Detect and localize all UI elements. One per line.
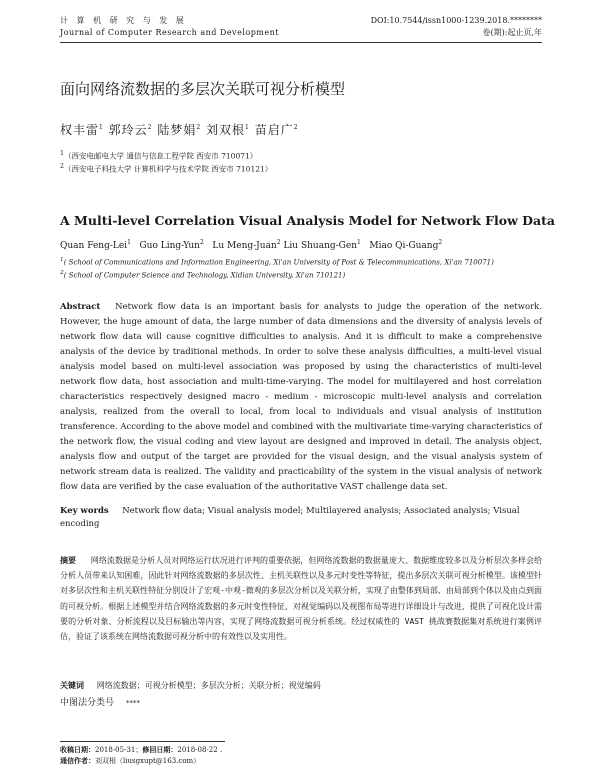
keywords-label: Key words (60, 506, 109, 516)
abstract-cn-label: 摘要 (60, 556, 77, 565)
abstract-cn (60, 553, 542, 644)
abstract-text: Network flow data is an important basis for analysts to judge the operation of the network. However, the huge amount of data, the large number of data dimensions and the diversity of analysis levels of network flow data will cause cognitive difficulties to analysis. And it is difficult to make a comprehensive analysis of the device by traditional methods. In order to solve these analysis difficulties, a multi-level visual analysis model based on multi-level association was proposed by using the characteristics of multi-level network flow data, host association and multi-time-varying. The model for multilayered and host correlation characteristics respectively designed macro - medium - microscopic multi-level analysis and correlation analysis, realized from the overall to local, from local to individuals and visual analysis of institution transference. According to the above model and combined with the multivariate time-varying characteristics of the network flow, the visual coding and view layout are designed and improved in detail. The analysis object, analysis flow and output of the target are provided for the visual design, and the visual analysis system of network stream data is realized. The validity and practicability of the system in the visual analysis of network flow data are verified by the case evaluation of the authoritative VAST challenge data set. (60, 302, 542, 492)
keywords-cn-text: 网络流数据；可视分析模型；多层次分析；关联分析；视觉编码 (96, 681, 321, 690)
author-cn: 郭玲云$^2$ (108, 123, 153, 137)
affiliation-cn: $^1$（西安电邮电大学 通信与信息工程学院 西安市 710071） (60, 150, 258, 161)
affiliation-en: $^1$( School of Communications and Information Engineering, Xi'an University of Post & Telecommunications, Xi'an 710071) (60, 257, 494, 267)
affiliation-en: $^2$( School of Computer Science and Technology, Xidian University, Xi'an 710121) (60, 270, 346, 280)
footnote-divider (60, 741, 225, 742)
volume-info: 卷(期):起止页,年 (482, 28, 542, 37)
affiliation-cn: $^2$（西安电子科技大学 计算机科学与技术学院 西安市 710121） (60, 163, 273, 174)
paper-title-cn: 面向网络流数据的多层次关联可视分析模型 (60, 80, 346, 98)
author-list-en (60, 239, 442, 251)
author-cn: 苗启广$^2$ (254, 123, 299, 137)
abstract-cn-text: 网络流数据是分析人员对网络运行状况进行评判的重要依据，但网络流数据的数据量庞大、数据维度较多以及分析层次多样会给分析人员带来认知困难，因此针对网络流数据的多层次性、主机关联性以及多元时变性等特征，提出多层次关联可视分析模型。该模型针对多层次性和主机关联性特征分别设计了宏观-中观-微观的多层次分析以及关联分析，实现了由整体到局部、由局部到个体以及由点到面的可视分析。根据上述模型并结合网络流数据的多元时变性特征，对视觉编码以及视图布局等进行详细设计与改进，提供了可视化设计需要的分析对象、分析流程以及目标输出等内容，实现了网络流数据可视分析系统。经过权威性的 VAST 挑战赛数据集对系统进行案例评估，验证了该系统在网络流数据可视分析中的有效性以及实用性。 (60, 556, 543, 642)
clc-label: 中图法分类号 (60, 698, 115, 708)
author-en: Lu Meng-Juan$^2$ (212, 239, 281, 251)
author-cn: 刘双根$^1$ (206, 123, 250, 137)
author-cn: 陆梦娟$^2$ (157, 123, 202, 137)
footnote-corresponding-author: 通信作者：刘双根（liusgxupt@163.com） (60, 757, 201, 765)
abstract-en (60, 300, 542, 495)
keywords-text: Network flow data; Visual analysis model; Multilayered analysis; Associated analysis; Visual encoding (60, 506, 520, 529)
doi: DOI:10.7544/issn1000-1239.2018.******** (370, 16, 542, 25)
author-en: Quan Feng-Lei$^1$ (60, 239, 131, 251)
author-en: Liu Shuang-Gen$^1$ (283, 239, 361, 251)
abstract-label: Abstract (60, 302, 101, 312)
author-list-cn (60, 121, 299, 138)
author-en: Miao Qi-Guang$^2$ (369, 239, 443, 251)
running-header-left (60, 15, 279, 39)
footnote-dates: 收稿日期：2018-05-31；修回日期：2018-08-22 . (60, 746, 223, 754)
running-header-right (371, 15, 542, 39)
journal-name-en: Journal of Computer Research and Development (60, 28, 279, 37)
keywords-cn-label: 关键词 (60, 681, 84, 690)
classification-number (60, 695, 140, 708)
keywords-en (60, 505, 542, 531)
author-en: Guo Ling-Yun$^2$ (139, 239, 204, 251)
author-cn: 权丰雷$^1$ (60, 123, 104, 137)
header-divider (60, 42, 542, 43)
clc-value: **** (126, 699, 141, 707)
paper-title-en: A Multi-level Correlation Visual Analysis Model for Network Flow Data (60, 213, 555, 228)
keywords-cn (60, 679, 542, 693)
journal-name-cn: 计 算 机 研 究 与 发 展 (60, 16, 187, 25)
